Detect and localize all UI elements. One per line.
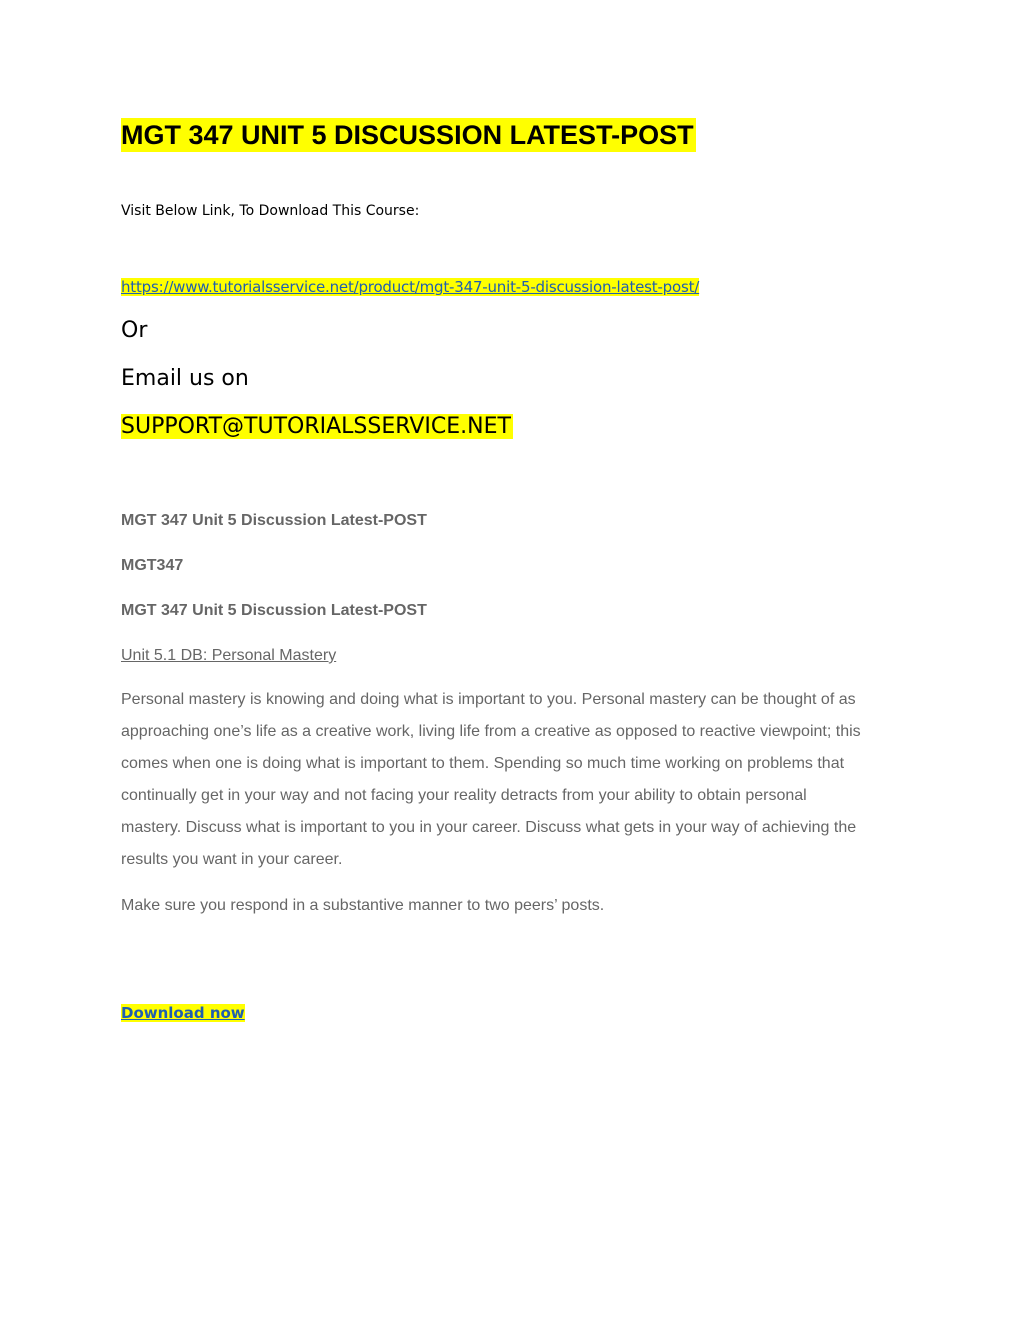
body-line: Personal mastery is knowing and doing what is important to you. Personal mastery can be thought of as: [121, 691, 856, 708]
body-line: results you want in your career.: [121, 851, 343, 868]
unit-link[interactable]: Unit 5.1 DB: Personal Mastery: [121, 647, 337, 664]
body-line: approaching one’s life as a creative work, living life from a creative as opposed to reactive viewpoint; this: [121, 723, 861, 740]
body-line: continually get in your way and not facing your reality detracts from your ability to obtain personal: [121, 787, 807, 804]
email-us-text: Email us on: [121, 366, 249, 391]
visit-instruction: Visit Below Link, To Download This Course:: [121, 203, 420, 219]
subtitle-heading-repeat: MGT 347 Unit 5 Discussion Latest-POST: [121, 602, 427, 619]
course-url-link[interactable]: https://www.tutorialsservice.net/product/mgt-347-unit-5-discussion-latest-post/: [121, 278, 700, 296]
course-code: MGT347: [121, 557, 184, 574]
download-now-link[interactable]: Download now: [121, 1004, 245, 1022]
body-line: comes when one is doing what is important to them. Spending so much time working on problems that: [121, 755, 845, 772]
page-title: MGT 347 UNIT 5 DISCUSSION LATEST-POST: [121, 120, 694, 150]
body-paragraph: [121, 684, 911, 876]
subtitle-heading: MGT 347 Unit 5 Discussion Latest-POST: [121, 512, 427, 529]
support-email: SUPPORT@TUTORIALSSERVICE.NET: [121, 414, 511, 439]
or-text: Or: [121, 318, 148, 343]
body-line: mastery. Discuss what is important to you in your career. Discuss what gets in your way of achieving the: [121, 819, 857, 836]
respond-instruction: Make sure you respond in a substantive manner to two peers’ posts.: [121, 897, 605, 914]
